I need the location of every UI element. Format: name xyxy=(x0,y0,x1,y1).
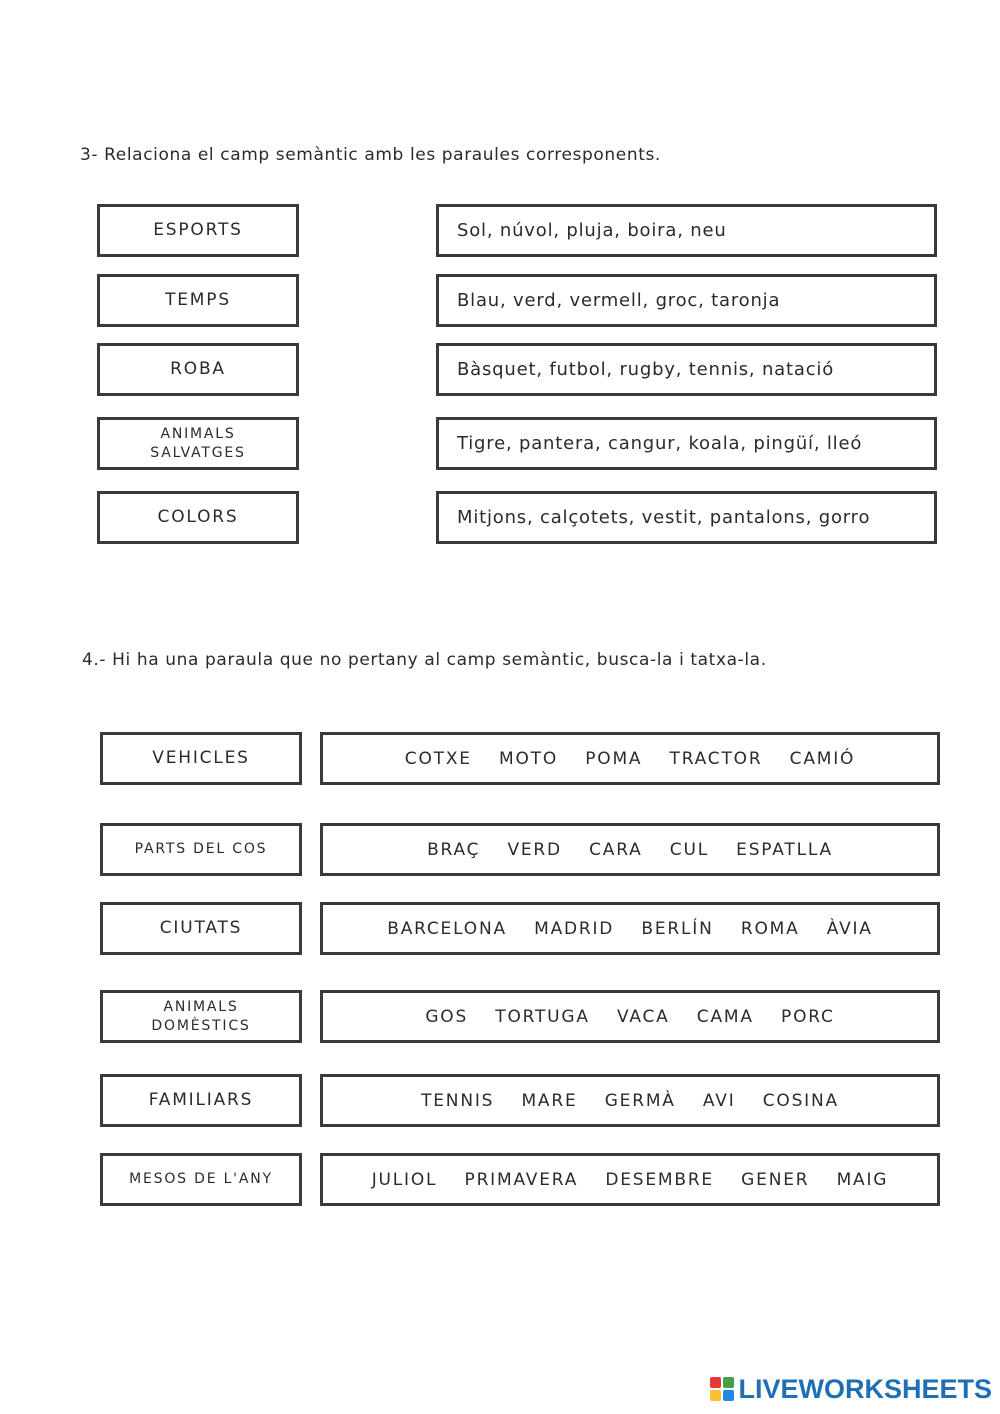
ex4-words[interactable]: GOS TORTUGA VACA CAMA PORC xyxy=(425,1006,835,1027)
ex4-category-box xyxy=(100,990,302,1043)
ex3-category-box[interactable] xyxy=(97,274,299,327)
ex3-category-label: ANIMALS SALVATGES xyxy=(150,425,246,461)
ex3-word-list-box[interactable] xyxy=(436,204,937,257)
ex3-word-list: Bàsquet, futbol, rugby, tennis, natació xyxy=(457,359,835,380)
ex4-word-row[interactable] xyxy=(320,902,940,955)
ex3-category-label: COLORS xyxy=(157,507,239,527)
ex3-category-label: TEMPS xyxy=(165,290,231,310)
exercise-3-instruction: 3- Relaciona el camp semàntic amb les paraules corresponents. xyxy=(80,145,661,165)
ex4-word-row[interactable] xyxy=(320,823,940,876)
ex4-category-box xyxy=(100,1153,302,1206)
liveworksheets-logo[interactable] xyxy=(710,1374,992,1404)
ex3-word-list: Tigre, pantera, cangur, koala, pingüí, lleó xyxy=(457,433,863,454)
ex3-word-list: Blau, verd, vermell, groc, taronja xyxy=(457,290,781,311)
ex4-word-row[interactable] xyxy=(320,1074,940,1127)
logo-square xyxy=(710,1377,721,1388)
ex3-category-box[interactable] xyxy=(97,491,299,544)
ex4-words[interactable]: COTXE MOTO POMA TRACTOR CAMIÓ xyxy=(404,748,856,769)
ex4-words[interactable]: JULIOL PRIMAVERA DESEMBRE GENER MAIG xyxy=(371,1169,889,1190)
logo-square xyxy=(710,1390,721,1401)
ex4-words[interactable]: BRAÇ VERD CARA CUL ESPATLLA xyxy=(427,839,833,860)
ex4-word-row[interactable] xyxy=(320,990,940,1043)
ex4-category-label: ANIMALS DOMÈSTICS xyxy=(151,998,251,1034)
ex4-category-label: FAMILIARS xyxy=(148,1090,254,1110)
logo-text: LIVEWORKSHEETS xyxy=(738,1373,992,1404)
ex3-category-box[interactable] xyxy=(97,417,299,470)
logo-square xyxy=(723,1390,734,1401)
ex4-category-label: VEHICLES xyxy=(152,748,250,768)
ex3-category-box[interactable] xyxy=(97,204,299,257)
ex4-category-box xyxy=(100,1074,302,1127)
ex4-category-label: MESOS DE L'ANY xyxy=(129,1171,273,1187)
ex3-word-list: Mitjons, calçotets, vestit, pantalons, gorro xyxy=(457,507,871,528)
exercise-4-instruction: 4.- Hi ha una paraula que no pertany al camp semàntic, busca-la i tatxa-la. xyxy=(82,650,767,670)
ex3-category-box[interactable] xyxy=(97,343,299,396)
ex3-word-list-box[interactable] xyxy=(436,491,937,544)
ex3-word-list-box[interactable] xyxy=(436,274,937,327)
ex4-category-box xyxy=(100,902,302,955)
ex4-category-label: CIUTATS xyxy=(159,918,243,938)
ex3-category-label: ESPORTS xyxy=(153,220,243,240)
ex4-words[interactable]: BARCELONA MADRID BERLÍN ROMA ÀVIA xyxy=(387,918,873,939)
ex4-category-box xyxy=(100,823,302,876)
ex4-category-label: PARTS DEL COS xyxy=(134,841,268,857)
ex4-category-box xyxy=(100,732,302,785)
liveworksheets-logo-icon xyxy=(710,1377,734,1401)
ex3-category-label: ROBA xyxy=(170,359,226,379)
ex4-word-row[interactable] xyxy=(320,1153,940,1206)
logo-square xyxy=(723,1377,734,1388)
ex4-word-row[interactable] xyxy=(320,732,940,785)
ex3-word-list: Sol, núvol, pluja, boira, neu xyxy=(457,220,727,241)
ex3-word-list-box[interactable] xyxy=(436,343,937,396)
ex3-word-list-box[interactable] xyxy=(436,417,937,470)
ex4-words[interactable]: TENNIS MARE GERMÀ AVI COSINA xyxy=(421,1090,839,1111)
